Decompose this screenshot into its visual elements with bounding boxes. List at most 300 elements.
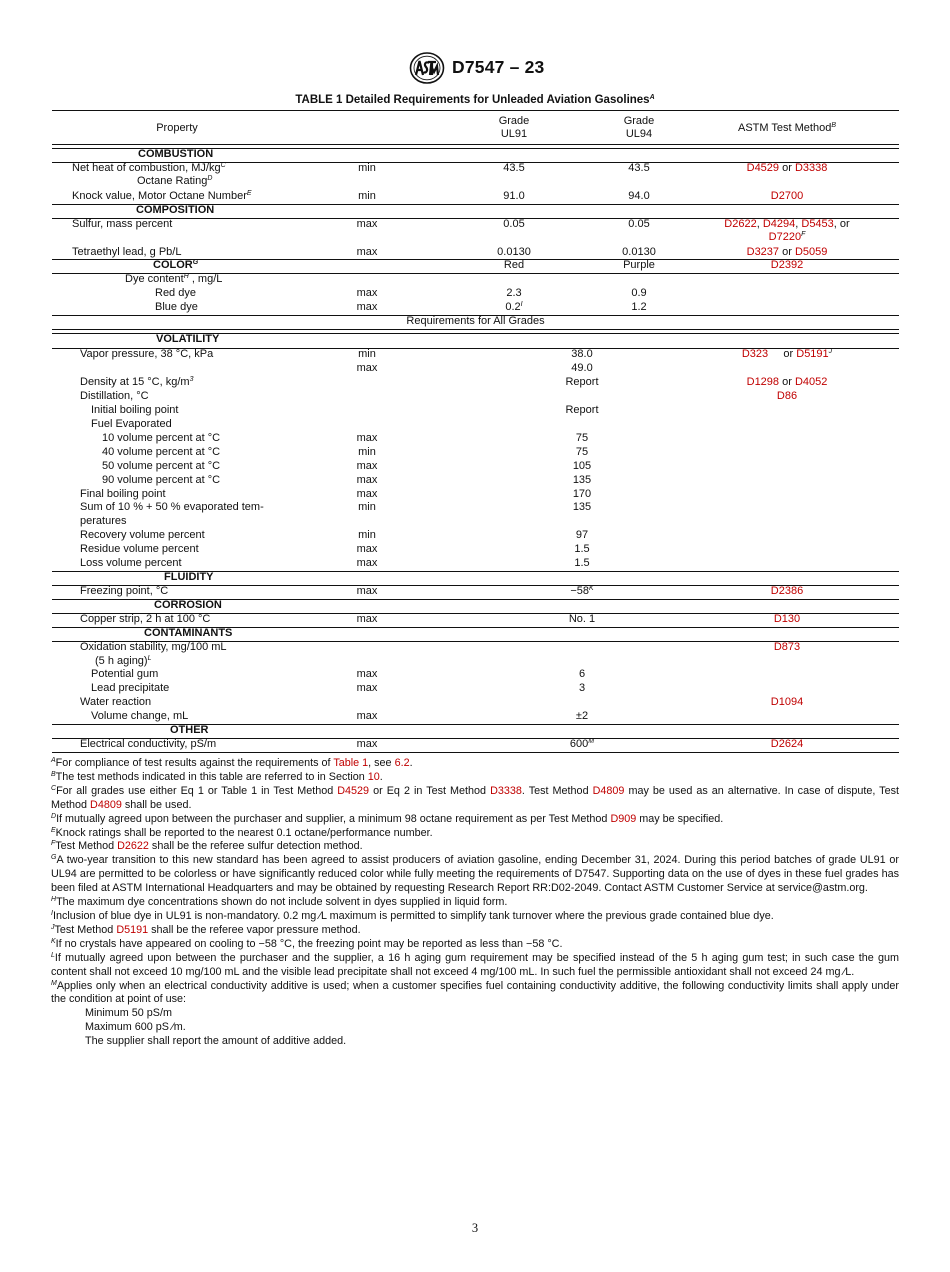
method-link[interactable]: D873 (773, 641, 801, 653)
value-all-grades (532, 362, 632, 375)
property-label (95, 655, 152, 668)
property-text: Blue dye (155, 301, 198, 313)
footnote-text: shall be used. (121, 798, 192, 811)
value-text: 3 (578, 682, 586, 694)
method-link[interactable]: D5191 (796, 348, 829, 360)
value-text: 6 (578, 668, 586, 680)
footnote-link[interactable]: D3338 (490, 784, 522, 797)
col-header-grade-value: UL91 (500, 128, 528, 140)
property-text: Sulfur, mass percent (72, 218, 173, 230)
section-heading (170, 724, 209, 737)
property-label (80, 390, 149, 403)
value-ul94: 0.0130 (622, 246, 656, 258)
property-label (102, 432, 220, 445)
astm-method (697, 738, 877, 751)
value-text: 75 (575, 446, 589, 458)
value-text: 49.0 (571, 362, 593, 374)
footnote-mark: H (183, 273, 189, 280)
footnote-key: L (51, 951, 55, 959)
footnote-key: F (51, 840, 56, 848)
footnote-text: . (409, 757, 413, 769)
page-header (0, 52, 950, 86)
astm-logo-icon (409, 52, 445, 84)
footnote-text: , see (368, 757, 395, 769)
property-text: Freezing point, °C (80, 585, 169, 597)
value-all-grades (532, 474, 632, 487)
value-text: 1.5 (574, 543, 590, 555)
value-ul91 (469, 162, 559, 175)
property-text: COLOR (153, 259, 193, 271)
footnote-mark: D (207, 175, 213, 182)
footnote (51, 771, 899, 785)
method-link[interactable]: D5453 (801, 218, 834, 230)
value-all-grades (532, 404, 632, 417)
limit-type: max (356, 301, 378, 313)
property-label (72, 246, 181, 259)
property-text: Initial boiling point (91, 404, 179, 416)
footnote-key: C (51, 784, 57, 792)
footnote-mark: C (220, 162, 226, 169)
value-text: Report (565, 376, 599, 388)
footnote-mark: G (192, 259, 199, 266)
limit-type: max (356, 432, 378, 444)
footnote-text: The maximum dye concentrations shown do not include solvent in dyes supplied in liquid form. (56, 896, 508, 909)
value-text: 170 (572, 488, 592, 500)
footnote-link[interactable]: D4529 (337, 784, 370, 797)
table-rule (52, 329, 899, 330)
property-label (80, 515, 126, 528)
limit-type: max (356, 738, 378, 750)
value-all-grades (532, 501, 632, 514)
page-number: 3 (471, 1221, 479, 1235)
property-label (91, 682, 169, 695)
property-label (80, 488, 166, 501)
astm-method (697, 162, 877, 175)
section-heading (153, 259, 198, 272)
footnote-text: may be specified. (636, 812, 724, 825)
footnote-mark: F (801, 231, 806, 238)
astm-method (697, 641, 877, 654)
value-text: 97 (575, 529, 589, 541)
value-ul94: 43.5 (628, 162, 650, 174)
limit-type: max (356, 613, 378, 625)
value-ul94: 1.2 (631, 301, 647, 313)
astm-method (697, 259, 877, 272)
property-text: Copper strip, 2 h at 100 °C (80, 613, 211, 625)
property-text: FLUIDITY (164, 571, 214, 583)
footnote (51, 785, 899, 813)
table-title-footnote-mark: A (649, 94, 655, 101)
footnote-text: Test Method (54, 923, 117, 936)
property-label (80, 585, 168, 598)
value-all-grades (532, 738, 632, 751)
limit-type: max (356, 460, 378, 472)
property-label (102, 446, 220, 459)
footnote-key: G (51, 854, 57, 862)
col-header-grade-label: Grade (498, 115, 530, 127)
method-link[interactable]: D3338 (794, 162, 828, 174)
astm-method (697, 390, 877, 403)
property-label (80, 738, 216, 751)
footnote-key: H (51, 896, 57, 904)
property-text: Electrical conductivity, pS/m (80, 738, 217, 750)
table-title (0, 94, 950, 106)
method-link[interactable]: D2700 (770, 190, 804, 202)
footnote-text: Knock ratings shall be reported to the nearest 0.1 octane/performance number. (55, 826, 433, 839)
limit-type: min (358, 190, 376, 202)
col-header-astm-method-text: ASTM Test Method (737, 122, 832, 134)
footnote (51, 910, 899, 924)
property-text: Final boiling point (80, 488, 166, 500)
col-header-property: Property (156, 122, 198, 134)
property-label (125, 273, 222, 286)
limit-type: min (358, 501, 376, 513)
value-ul94: 94.0 (628, 190, 650, 202)
section-heading (144, 627, 232, 640)
method-link[interactable]: D323 (741, 348, 769, 360)
property-text: 10 volume percent at °C (102, 432, 221, 444)
footnote-key: I (51, 909, 53, 917)
section-heading (136, 204, 214, 217)
footnote-text: Test Method (55, 840, 118, 853)
value-ul94: Purple (623, 259, 655, 271)
footnote-text: may be used as an alternative. In case of dispute, Test Method (51, 784, 899, 811)
footnote-mark: K (589, 585, 594, 592)
footnote-link[interactable]: D4809 (90, 798, 122, 811)
method-link[interactable]: D3237 (746, 246, 780, 258)
footnote (51, 840, 899, 854)
property-text: Knock value, Motor Octane Number (72, 190, 247, 202)
limit-type: max (356, 246, 378, 258)
section-heading (164, 571, 214, 584)
footnote-text: The test methods indicated in this table are referred to in Section (55, 770, 368, 783)
property-text: Lead precipitate (91, 682, 170, 694)
limit-type: max (356, 474, 378, 486)
method-link[interactable]: D5059 (794, 246, 828, 258)
property-label (137, 175, 212, 188)
method-text: , (756, 218, 763, 230)
col-header-grade-value: UL94 (625, 128, 653, 140)
limit-type: max (356, 488, 378, 500)
footnote-link[interactable]: Table 1 (333, 757, 369, 769)
property-text: COMBUSTION (138, 148, 214, 160)
footnote (51, 924, 899, 938)
value-text: Report (565, 404, 599, 416)
section-heading (154, 599, 222, 612)
property-label (80, 641, 227, 654)
col-header-grade-ul94 (594, 115, 684, 141)
footnote (51, 896, 899, 910)
table-rule (52, 752, 899, 753)
limit-type: max (356, 710, 378, 722)
value-all-grades (532, 460, 632, 473)
footnote-link[interactable]: 6.2 (394, 757, 410, 769)
limit-type: min (358, 162, 376, 174)
value-all-grades (532, 488, 632, 501)
method-link[interactable]: D2622 (724, 218, 757, 230)
limit-type: min (358, 529, 376, 541)
footnote-link[interactable]: D4809 (592, 784, 625, 797)
method-link[interactable]: D1094 (770, 696, 804, 708)
value-all-grades (532, 710, 632, 723)
property-text: Density at 15 °C, kg/m (80, 376, 190, 388)
footnote-key: E (51, 826, 56, 834)
limit-type: max (356, 682, 378, 694)
property-text: CONTAMINANTS (144, 627, 233, 639)
value-text: ±2 (575, 710, 589, 722)
footnote-text: . (379, 770, 383, 783)
property-label (91, 710, 188, 723)
astm-method (697, 348, 877, 361)
property-text: Fuel Evaporated (91, 418, 172, 430)
property-text: peratures (80, 515, 127, 527)
value-ul94: 0.9 (631, 287, 647, 299)
table-rule-top (52, 110, 899, 111)
value-all-grades (532, 668, 632, 681)
footnote-mark: I (520, 301, 523, 308)
property-label (102, 474, 220, 487)
footnote (51, 952, 899, 980)
footnote-text: shall be the referee sulfur detection method. (148, 840, 363, 853)
property-label (80, 529, 205, 542)
method-text: or (779, 246, 795, 258)
footnote-text: For compliance of test results against the requirements of (55, 757, 334, 769)
footnote-link[interactable]: D909 (610, 812, 637, 825)
method-text: or (779, 376, 795, 388)
value-text: 1.5 (574, 557, 590, 569)
property-text: COMPOSITION (136, 204, 215, 216)
table-title-text: TABLE 1 Detailed Requirements for Unleaded Aviation Gasolines (295, 94, 650, 106)
astm-method (697, 696, 877, 709)
astm-method (697, 246, 877, 259)
value-all-grades (532, 446, 632, 459)
footnote-text: Inclusion of blue dye in UL91 is non-mandatory. 0.2 mg ⁄L maximum is permitted to simplify tank turnover where the previous grade contained blue dye. (52, 909, 774, 922)
astm-method (697, 231, 877, 244)
col-header-astm-method (717, 122, 857, 135)
footnote-mark: E (246, 190, 252, 197)
value-ul91 (469, 246, 559, 259)
footnote-m-line: Minimum 50 pS/m (85, 1007, 172, 1020)
value-all-grades (532, 432, 632, 445)
footnote-text: For all grades use either Eq 1 or Table 1 in Test Method (56, 784, 338, 797)
property-text: Recovery volume percent (80, 529, 205, 541)
method-link[interactable]: D4052 (794, 376, 828, 388)
property-text: Dye content (125, 273, 184, 285)
footnote-mark: M (588, 738, 595, 745)
property-text: VOLATILITY (156, 333, 220, 345)
footnote-m-line: The supplier shall report the amount of additive added. (85, 1035, 347, 1048)
value-text: −58 (570, 585, 589, 597)
footnote-key: J (51, 923, 55, 931)
value-text: 43.5 (503, 162, 525, 174)
property-text: Residue volume percent (80, 543, 199, 555)
property-label (80, 696, 151, 709)
limit-type: max (356, 362, 378, 374)
footnote-text: If mutually agreed upon between the purchaser and the supplier, a 16 h aging gum requirement may be specified instead of the 5 h aging gum test; in such case the gum content shall not exceed 10 mg/100 mL and the visible lead precipitate shall not exceed 4 mg/100 mL. In such fuel the permissible antioxidant shall not exceed 24 mg ⁄L. (51, 951, 899, 978)
footnote-link[interactable]: D2622 (117, 840, 149, 853)
footnote-text: If mutually agreed upon between the purchaser and supplier, a minimum 98 octane requirement as per Test Method (56, 812, 611, 825)
property-label (155, 301, 198, 314)
astm-method (697, 376, 877, 389)
method-link[interactable]: D7220 (768, 231, 802, 243)
property-label (155, 287, 196, 300)
footnote-link[interactable]: 10 (367, 770, 380, 783)
value-all-grades (532, 529, 632, 542)
value-text: 105 (572, 460, 592, 472)
value-text: 91.0 (503, 190, 525, 202)
property-text: 90 volume percent at °C (102, 474, 221, 486)
property-label (91, 418, 172, 431)
limit-type: min (358, 446, 376, 458)
property-label (80, 613, 210, 626)
value-text: No. 1 (568, 613, 596, 625)
property-text: CORROSION (154, 599, 222, 611)
property-text: Octane Rating (137, 175, 208, 187)
value-text: 600 (569, 738, 589, 750)
value-all-grades (532, 613, 632, 626)
property-text: Volume change, mL (91, 710, 189, 722)
footnote-key: K (51, 937, 56, 945)
property-label (80, 348, 213, 361)
table-rule (52, 144, 899, 145)
method-link[interactable]: D2624 (770, 738, 804, 750)
footnote (51, 980, 899, 1008)
value-ul91 (469, 190, 559, 203)
value-all-grades (532, 682, 632, 695)
method-text: or (779, 162, 795, 174)
property-text: Oxidation stability, mg/100 mL (80, 641, 227, 653)
footnote-link[interactable]: D5191 (116, 923, 149, 936)
document-id: D7547 – 23 (452, 57, 545, 77)
property-text: Net heat of combustion, MJ/kg (72, 162, 221, 174)
astm-method (697, 218, 877, 231)
method-link[interactable]: D1298 (746, 376, 780, 388)
footnote-text: Applies only when an electrical conductivity additive is used; when a customer specifies fuel containing conductivity additive, the following conductivity limits shall apply under the condition at point of use: (51, 979, 899, 1006)
limit-type: max (356, 585, 378, 597)
property-label (80, 557, 182, 570)
footnote-text: A two-year transition to this new standard has been agreed to assist producers of aviation gasoline, ending December 31, 2024. During this period batches of grade UL91 or UL94 are permitted to be colorless or have significantly reduced color while fully meeting the requirements of D7547. Supporting data on the use of dyes in these fuel grades has been filed at ASTM International Headquarters and may be obtained by requesting Research Report RR:D02-2049. Contact ASTM Customer Service at service@astm.org. (51, 854, 899, 895)
footnote (51, 757, 899, 771)
value-text: Red (503, 259, 525, 271)
footnote-mark: J (828, 348, 833, 355)
value-text: 75 (575, 432, 589, 444)
value-ul91 (469, 218, 559, 231)
value-all-grades (532, 557, 632, 570)
section-heading (156, 333, 219, 346)
footnote-key: A (51, 757, 56, 764)
property-label (80, 543, 199, 556)
method-link[interactable]: D86 (776, 390, 798, 402)
property-label (102, 460, 220, 473)
limit-type: min (358, 348, 376, 360)
method-link[interactable]: D4294 (762, 218, 796, 230)
col-header-grade-ul91 (469, 115, 559, 141)
limit-type: max (356, 287, 378, 299)
all-grades-label: Requirements for All Grades (406, 315, 545, 327)
section-heading (138, 148, 213, 161)
limit-type: max (356, 543, 378, 555)
property-text: (5 h aging) (95, 655, 148, 667)
method-text: or (768, 348, 797, 360)
superscript: 3 (189, 376, 194, 383)
footnote-mark: L (147, 655, 152, 662)
value-text: 0.05 (503, 218, 525, 230)
value-all-grades (532, 543, 632, 556)
property-text: OTHER (170, 724, 209, 736)
value-text: 135 (572, 474, 592, 486)
astm-method (697, 613, 877, 626)
footnote (51, 827, 899, 841)
method-text: , or (833, 218, 850, 230)
limit-type: max (356, 668, 378, 680)
footnote (51, 813, 899, 827)
property-text: Loss volume percent (80, 557, 182, 569)
property-label (80, 376, 193, 389)
footnote-text: or Eq 2 in Test Method (369, 784, 491, 797)
value-ul91 (469, 287, 559, 300)
property-label (91, 668, 158, 681)
col-header-grade-label: Grade (623, 115, 655, 127)
value-text: 135 (572, 501, 592, 513)
footnote-key: M (51, 979, 57, 987)
property-text: 40 volume percent at °C (102, 446, 221, 458)
footnotes (51, 757, 899, 1049)
footnote-text: shall be the referee vapor pressure method. (148, 923, 361, 936)
astm-method (697, 585, 877, 598)
property-text: Potential gum (91, 668, 159, 680)
property-text: Red dye (155, 287, 196, 299)
method-link[interactable]: D2392 (770, 259, 804, 271)
astm-method (697, 190, 877, 203)
footnote-key: D (51, 812, 57, 820)
property-text: Vapor pressure, 38 °C, kPa (80, 348, 214, 360)
value-ul94: 0.05 (628, 218, 650, 230)
footnote-m-line: Maximum 600 pS ⁄m. (85, 1021, 186, 1034)
footnote-text: If no crystals have appeared on cooling to −58 °C, the freezing point may be reported as less than −58 °C. (55, 937, 563, 950)
property-text: Water reaction (80, 696, 152, 708)
property-text: Tetraethyl lead, g Pb/L (72, 246, 182, 258)
value-text: 38.0 (571, 348, 593, 360)
property-unit: , mg/L (188, 273, 223, 285)
method-text: , (795, 218, 802, 230)
property-label (91, 404, 178, 417)
value-all-grades (532, 348, 632, 361)
value-text: 0.0130 (497, 246, 531, 258)
value-text: 0.2 (505, 301, 521, 313)
property-text: 50 volume percent at °C (102, 460, 221, 472)
value-ul91 (469, 301, 559, 314)
value-all-grades (532, 585, 632, 598)
limit-type: max (356, 557, 378, 569)
value-text: 2.3 (506, 287, 522, 299)
footnote (51, 854, 899, 896)
method-link[interactable]: D2386 (770, 585, 804, 597)
property-text: Sum of 10 % + 50 % evaporated tem- (80, 501, 264, 513)
footnote (51, 938, 899, 952)
property-label (72, 218, 172, 231)
value-all-grades (532, 376, 632, 389)
method-link[interactable]: D130 (773, 613, 801, 625)
property-text: Distillation, °C (80, 390, 149, 402)
property-label (72, 162, 226, 175)
footnote-text: . Test Method (521, 784, 593, 797)
footnote-key: B (51, 770, 56, 778)
value-ul91 (469, 259, 559, 272)
col-header-footnote-mark: B (831, 122, 836, 129)
property-label (72, 190, 252, 203)
limit-type: max (356, 218, 378, 230)
method-link[interactable]: D4529 (746, 162, 780, 174)
